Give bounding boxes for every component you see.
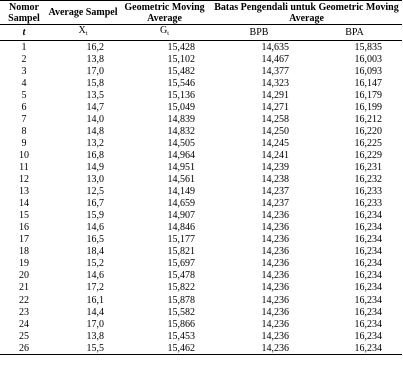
table-row — [0, 161, 402, 173]
cell-gma: 15,878 — [167, 294, 195, 306]
cell-gma: 14,505 — [167, 137, 195, 149]
cell-bpa: 16,147 — [354, 77, 382, 89]
cell-bpa: 16,229 — [354, 149, 382, 161]
cell-bpa: 16,003 — [354, 53, 382, 65]
subheader-g — [118, 25, 211, 41]
cell-gma: 15,478 — [167, 270, 195, 282]
cell-nomor: 4 — [21, 77, 27, 89]
cell-bpa: 16,225 — [354, 137, 382, 149]
cell-bpb: 14,236 — [261, 210, 289, 222]
cell-bpb: 14,239 — [261, 161, 289, 173]
cell-average: 15,2 — [86, 258, 104, 270]
cell-nomor: 15 — [19, 210, 29, 222]
cell-average: 18,4 — [86, 246, 104, 258]
cell-bpa: 16,234 — [354, 210, 382, 222]
cell-gma: 14,561 — [167, 174, 195, 186]
cell-average: 17,0 — [86, 65, 104, 77]
cell-bpb: 14,467 — [261, 53, 289, 65]
cell-bpa: 16,233 — [354, 198, 382, 210]
cell-gma: 15,697 — [167, 258, 195, 270]
cell-bpb: 14,377 — [261, 65, 289, 77]
cell-bpa: 16,234 — [354, 258, 382, 270]
cell-bpa: 16,232 — [354, 174, 382, 186]
cell-bpb: 14,245 — [261, 137, 289, 149]
cell-gma: 15,821 — [167, 246, 195, 258]
cell-average: 15,5 — [48, 342, 118, 355]
cell-gma: 14,907 — [167, 210, 195, 222]
table-body — [0, 41, 402, 355]
cell-nomor: 18 — [19, 246, 29, 258]
cell-average: 16,5 — [86, 234, 104, 246]
cell-bpa: 16,220 — [354, 125, 382, 137]
cell-gma: 14,839 — [167, 113, 195, 125]
cell-nomor: 20 — [19, 270, 29, 282]
table-row — [0, 282, 402, 294]
cell-average: 13,2 — [86, 137, 104, 149]
cell-bpb: 14,236 — [261, 330, 289, 342]
cell-gma: 14,149 — [167, 186, 195, 198]
table-row — [0, 270, 402, 282]
table-row — [0, 258, 402, 270]
cell-bpa: 16,233 — [354, 186, 382, 198]
cell-nomor: 7 — [21, 113, 27, 125]
table-row — [0, 234, 402, 246]
cell-average: 14,9 — [86, 161, 104, 173]
cell-bpb: 14,237 — [261, 186, 289, 198]
cell-gma: 14,846 — [167, 222, 195, 234]
subheader-g-text: G — [160, 25, 168, 36]
cell-gma: 14,659 — [167, 198, 195, 210]
cell-bpa: 16,234 — [354, 294, 382, 306]
cell-gma: 15,546 — [167, 77, 195, 89]
cell-nomor: 5 — [21, 89, 27, 101]
cell-bpa: 16,234 — [354, 270, 382, 282]
cell-nomor: 6 — [21, 101, 27, 113]
cell-bpb: 14,291 — [261, 89, 289, 101]
cell-average: 16,2 — [86, 41, 104, 53]
cell-bpa: 16,234 — [307, 342, 402, 355]
table-row — [0, 210, 402, 222]
cell-nomor: 16 — [19, 222, 29, 234]
table-row — [0, 306, 402, 318]
cell-nomor: 12 — [19, 174, 29, 186]
cell-nomor: 19 — [19, 258, 29, 270]
cell-bpa: 16,234 — [354, 234, 382, 246]
cell-bpb: 14,236 — [261, 306, 289, 318]
header-nomor-sampel: Nomor Sampel — [0, 1, 48, 25]
cell-bpb: 14,236 — [261, 234, 289, 246]
cell-bpb: 14,241 — [261, 149, 289, 161]
table-row — [0, 113, 402, 125]
table-row — [0, 125, 402, 137]
table-row — [0, 89, 402, 101]
subheader-t — [0, 25, 48, 41]
cell-nomor: 10 — [19, 149, 29, 161]
cell-nomor: 3 — [21, 65, 27, 77]
table-row — [0, 198, 402, 210]
table-row — [0, 342, 402, 355]
cell-nomor: 26 — [0, 342, 48, 355]
cell-average: 13,8 — [86, 330, 104, 342]
cell-bpa: 16,234 — [354, 222, 382, 234]
table-row — [0, 318, 402, 330]
cell-average: 13,8 — [86, 53, 104, 65]
table-row — [0, 330, 402, 342]
cell-nomor: 17 — [19, 234, 29, 246]
table-row — [0, 222, 402, 234]
cell-gma: 15,177 — [167, 234, 195, 246]
cell-bpa: 16,234 — [354, 330, 382, 342]
cell-nomor: 14 — [19, 198, 29, 210]
cell-bpb: 14,236 — [211, 342, 307, 355]
cell-average: 16,1 — [86, 294, 104, 306]
cell-bpb: 14,236 — [261, 318, 289, 330]
cell-gma: 14,832 — [167, 125, 195, 137]
cell-average: 13,0 — [86, 174, 104, 186]
table-row — [0, 174, 402, 186]
cell-average: 16,8 — [86, 149, 104, 161]
cell-bpb: 14,250 — [261, 125, 289, 137]
cell-nomor: 1 — [21, 41, 27, 53]
cell-gma: 14,951 — [167, 161, 195, 173]
subheader-t-text: t — [22, 27, 26, 38]
cell-gma: 15,582 — [167, 306, 195, 318]
cell-bpb: 14,271 — [261, 101, 289, 113]
cell-gma: 15,822 — [167, 282, 195, 294]
cell-gma: 15,136 — [167, 89, 195, 101]
header-average-sampel: Average Sampel — [48, 1, 118, 25]
cell-gma: 15,428 — [167, 41, 195, 53]
subheader-x-index: t — [85, 31, 88, 37]
cell-bpa: 16,234 — [354, 318, 382, 330]
cell-gma: 15,102 — [167, 53, 195, 65]
cell-average: 14,7 — [86, 101, 104, 113]
cell-bpa: 16,234 — [354, 246, 382, 258]
cell-bpb: 14,238 — [261, 174, 289, 186]
cell-nomor: 13 — [19, 186, 29, 198]
table-row — [0, 137, 402, 149]
cell-gma: 15,453 — [167, 330, 195, 342]
cell-nomor: 24 — [19, 318, 29, 330]
table-row — [0, 186, 402, 198]
table-row — [0, 53, 402, 65]
cell-nomor: 9 — [21, 137, 27, 149]
cell-bpb: 14,236 — [261, 270, 289, 282]
cell-average: 17,0 — [86, 318, 104, 330]
cell-bpb: 14,236 — [261, 246, 289, 258]
cell-bpb: 14,323 — [261, 77, 289, 89]
cell-average: 13,5 — [86, 89, 104, 101]
cell-average: 14,0 — [86, 113, 104, 125]
cell-average: 12,5 — [86, 186, 104, 198]
table-row — [0, 77, 402, 89]
cell-bpb: 14,635 — [261, 41, 289, 53]
cell-gma: 14,964 — [167, 149, 195, 161]
cell-bpb: 14,236 — [261, 222, 289, 234]
cell-nomor: 22 — [19, 294, 29, 306]
cell-nomor: 8 — [21, 125, 27, 137]
subheader-bpa: BPA — [307, 25, 402, 41]
cell-nomor: 23 — [19, 306, 29, 318]
cell-bpa: 16,199 — [354, 101, 382, 113]
cell-bpa: 16,179 — [354, 89, 382, 101]
subheader-xbar — [48, 25, 118, 41]
table-row — [0, 101, 402, 113]
cell-bpa: 16,093 — [354, 65, 382, 77]
cell-average: 14,6 — [86, 222, 104, 234]
cell-bpb: 14,258 — [261, 113, 289, 125]
table-row — [0, 294, 402, 306]
cell-gma: 15,049 — [167, 101, 195, 113]
cell-average: 16,7 — [86, 198, 104, 210]
cell-bpb: 14,237 — [261, 198, 289, 210]
header-batas-pengendali: Batas Pengendali untuk Geometric Moving Average — [211, 1, 402, 25]
table-row — [0, 65, 402, 77]
subheader-g-index: t — [167, 31, 169, 37]
cell-nomor: 25 — [19, 330, 29, 342]
cell-gma: 15,482 — [167, 65, 195, 77]
header-gma: Geometric Moving Average — [118, 1, 211, 25]
cell-bpb: 14,236 — [261, 294, 289, 306]
cell-average: 17,2 — [86, 282, 104, 294]
cell-bpa: 16,231 — [354, 161, 382, 173]
cell-average: 14,6 — [86, 270, 104, 282]
cell-nomor: 21 — [19, 282, 29, 294]
cell-nomor: 2 — [21, 53, 27, 65]
cell-gma: 15,462 — [118, 342, 211, 355]
cell-nomor: 11 — [19, 161, 29, 173]
table-row — [0, 41, 402, 54]
subheader-x-text: X — [78, 25, 86, 36]
cell-bpb: 14,236 — [261, 282, 289, 294]
cell-gma: 15,866 — [167, 318, 195, 330]
cell-bpa: 15,835 — [354, 41, 382, 53]
cell-average: 15,9 — [86, 210, 104, 222]
cell-bpa: 16,212 — [354, 113, 382, 125]
subheader-bpb: BPB — [211, 25, 307, 41]
table-row — [0, 149, 402, 161]
table-row — [0, 246, 402, 258]
cell-average: 14,4 — [86, 306, 104, 318]
cell-bpb: 14,236 — [261, 258, 289, 270]
cell-bpa: 16,234 — [354, 282, 382, 294]
cell-average: 14,8 — [86, 125, 104, 137]
cell-average: 15,8 — [86, 77, 104, 89]
cell-bpa: 16,234 — [354, 306, 382, 318]
